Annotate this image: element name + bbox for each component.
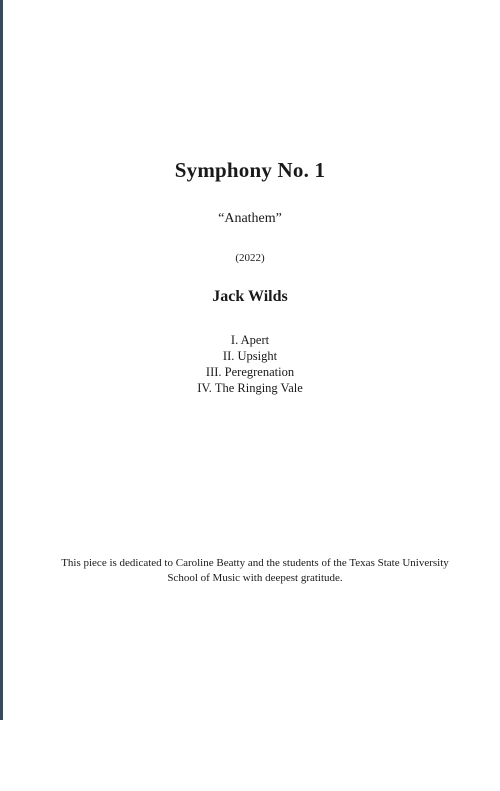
movement-item-4: IV. The Ringing Vale (197, 381, 303, 395)
symphony-title: Symphony No. 1 (174, 158, 326, 182)
composer-name: Jack Wilds (212, 288, 288, 305)
dedication-text: This piece is dedicated to Caroline Beatty and the students of the Texas State University School of Music with deepest gratitude. (61, 557, 449, 584)
symphony-subtitle: “Anathem” (218, 211, 282, 226)
movement-item-1: I. Apert (230, 333, 270, 347)
movement-item-3: III. Peregrenation (205, 365, 295, 379)
movement-item-2: II. Upsight (222, 349, 278, 363)
movement-list (0, 332, 500, 396)
composition-year: (2022) (235, 252, 265, 264)
